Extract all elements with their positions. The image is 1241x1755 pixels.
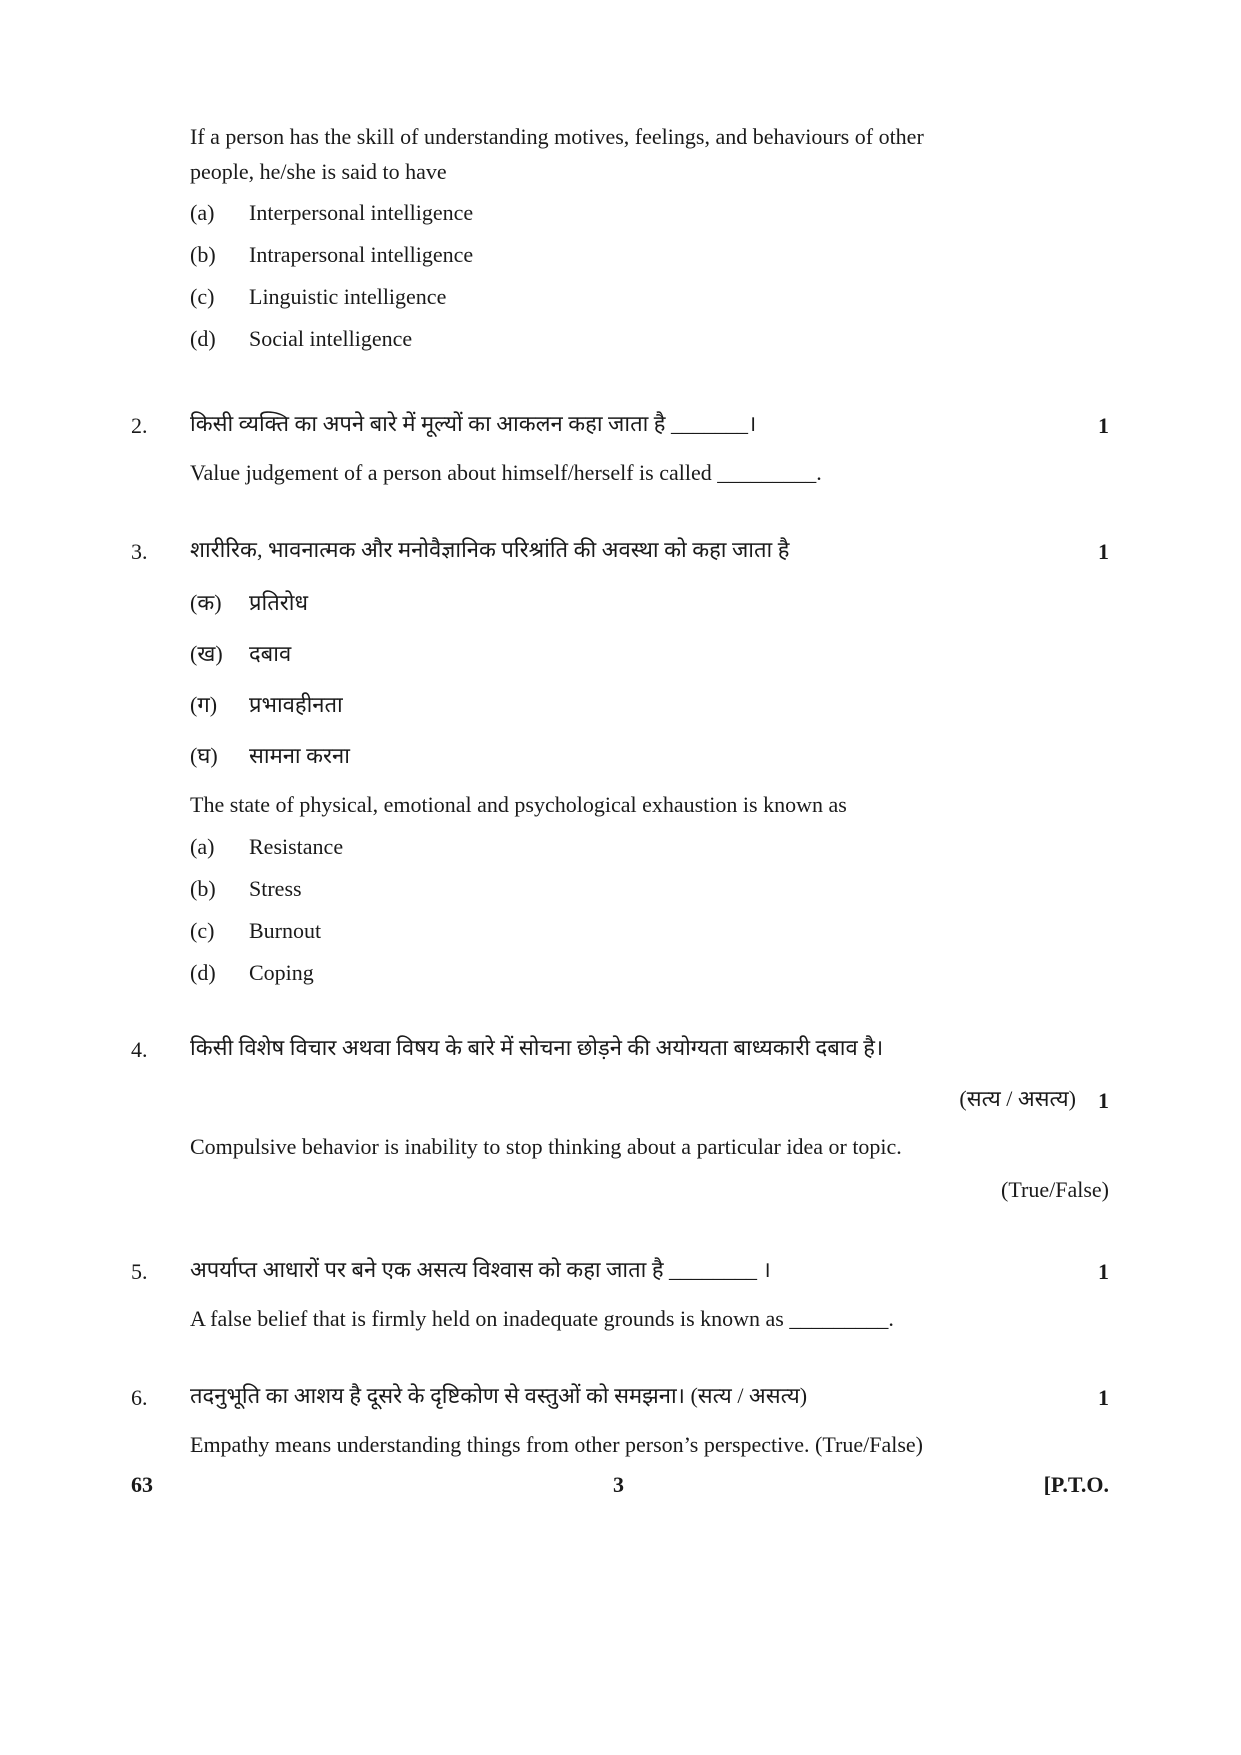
q5-english-text: A false belief that is firmly held on inadequate grounds is known as _________.	[190, 1306, 894, 1331]
q3-number: 3.	[131, 539, 148, 564]
q1-option-b-text: Intrapersonal intelligence	[249, 242, 474, 267]
q3-option-d-text: Coping	[249, 960, 314, 985]
q3-marks: 1	[1098, 539, 1109, 564]
q3-option-c-label: (c)	[190, 918, 215, 943]
q3-hindi-option-ga-text: प्रभावहीनता	[249, 692, 343, 717]
q2-number: 2.	[131, 413, 148, 438]
q4-english-text: Compulsive behavior is inability to stop thinking about a particular idea or topic.	[190, 1134, 902, 1159]
q1-option-a-text: Interpersonal intelligence	[249, 200, 474, 225]
q2-hindi-text: किसी व्यक्ति का अपने बारे में मूल्यों का आकलन कहा जाता है _______।	[190, 411, 757, 436]
q6-english-text: Empathy means understanding things from other person’s perspective. (True/False)	[190, 1432, 923, 1457]
q6-number: 6.	[131, 1385, 148, 1410]
q5-hindi-text: अपर्याप्त आधारों पर बने एक असत्य विश्वास को कहा जाता है ________ ।	[190, 1257, 771, 1282]
q3-hindi-option-ka-label: (क)	[190, 590, 222, 615]
q1-option-d-label: (d)	[190, 326, 216, 351]
q3-option-a-label: (a)	[190, 834, 215, 859]
q4-hindi-choice: (सत्य / असत्य)	[959, 1086, 1076, 1111]
q3-option-c-text: Burnout	[249, 918, 322, 943]
q1-option-a-label: (a)	[190, 200, 215, 225]
q4-number: 4.	[131, 1037, 148, 1062]
q3-hindi-option-ga-label: (ग)	[190, 692, 218, 717]
q3-hindi-text: शारीरिक, भावनात्मक और मनोवैज्ञानिक परिश्रांति की अवस्था को कहा जाता है	[190, 537, 790, 562]
q5-number: 5.	[131, 1259, 148, 1284]
q3-option-b-text: Stress	[249, 876, 302, 901]
q3-option-a-text: Resistance	[249, 834, 344, 859]
q3-option-b-label: (b)	[190, 876, 216, 901]
q4-hindi-text: किसी विशेष विचार अथवा विषय के बारे में सोचना छोड़ने की अयोग्यता बाध्यकारी दबाव है।	[190, 1035, 884, 1060]
q3-hindi-option-kha-text: दबाव	[249, 641, 292, 666]
q1-text-line1: If a person has the skill of understanding motives, feelings, and behaviours of other	[190, 124, 924, 149]
q3-hindi-option-gha-label: (घ)	[190, 743, 218, 768]
q2-english-text: Value judgement of a person about himself/herself is called _________.	[190, 460, 822, 485]
q4-english-choice: (True/False)	[1001, 1177, 1109, 1202]
q1-option-b-label: (b)	[190, 242, 216, 267]
q3-english-text: The state of physical, emotional and psychological exhaustion is known as	[190, 792, 847, 817]
q3-hindi-option-kha-label: (ख)	[190, 641, 223, 666]
q6-hindi-text: तदनुभूति का आशय है दूसरे के दृष्टिकोण से वस्तुओं को समझना। (सत्य / असत्य)	[190, 1383, 808, 1408]
q1-text-line2: people, he/she is said to have	[190, 159, 447, 184]
q3-hindi-option-gha-text: सामना करना	[249, 743, 350, 768]
footer-pto: [P.T.O.	[1043, 1472, 1109, 1497]
q2-marks: 1	[1098, 413, 1109, 438]
q1-option-c-label: (c)	[190, 284, 215, 309]
q6-marks: 1	[1098, 1385, 1109, 1410]
q5-marks: 1	[1098, 1259, 1109, 1284]
q4-marks: 1	[1098, 1088, 1109, 1113]
q1-option-d-text: Social intelligence	[249, 326, 413, 351]
footer-paper-code: 63	[131, 1472, 153, 1497]
q3-hindi-option-ka-text: प्रतिरोध	[249, 590, 308, 615]
q3-option-d-label: (d)	[190, 960, 216, 985]
q1-option-c-text: Linguistic intelligence	[249, 284, 447, 309]
footer-page-number: 3	[613, 1472, 624, 1497]
